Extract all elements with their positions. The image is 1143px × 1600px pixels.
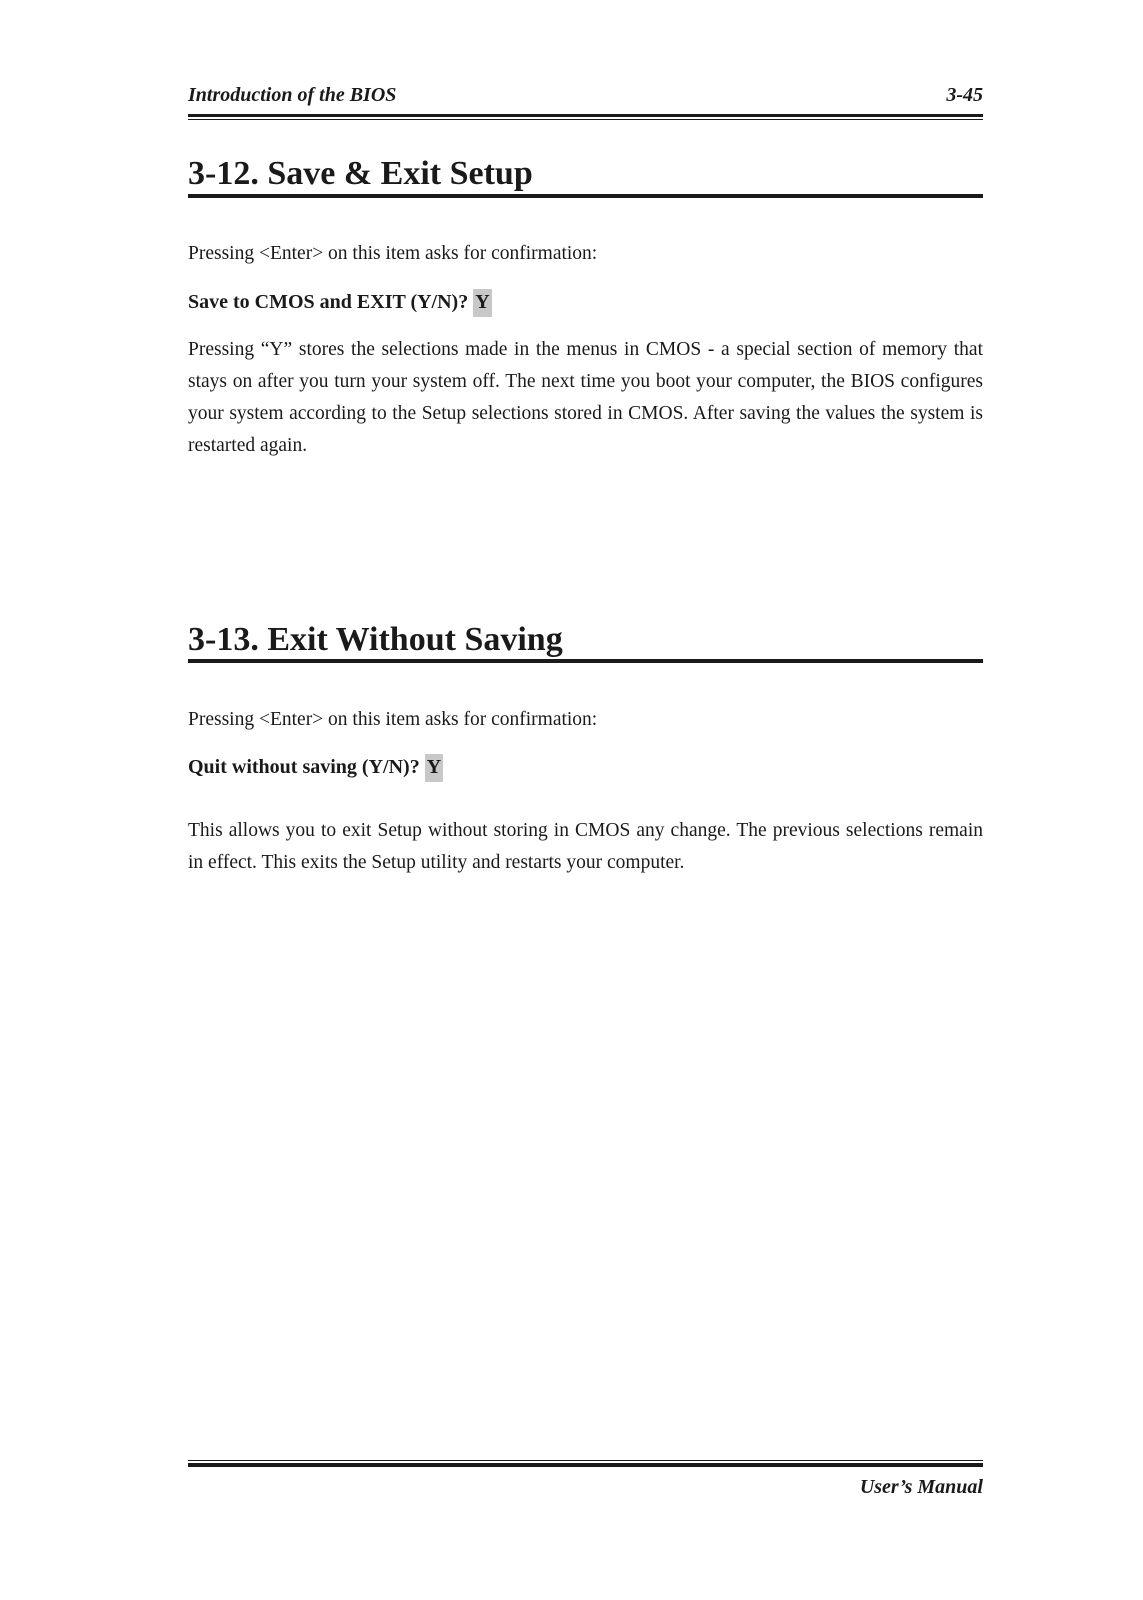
- header-title: Introduction of the BIOS: [188, 84, 397, 106]
- section-intro: Pressing <Enter> on this item asks for confirmation:: [188, 709, 598, 730]
- header-page-number: 3-45: [946, 84, 983, 106]
- prompt-answer: Y: [473, 289, 491, 317]
- manual-page: [188, 0, 983, 1600]
- section-body: Pressing “Y” stores the selections made in the menus in CMOS - a special section of memory that stays on after you turn your system off. The next time you boot your computer, the BIOS configures your system according to the Setup selections stored in CMOS. After saving the values the system is restarted again.: [188, 339, 983, 456]
- confirmation-prompt: [188, 286, 492, 318]
- section-rule: [188, 659, 983, 663]
- running-header: [188, 84, 983, 110]
- section-heading-save-exit: 3-12. Save & Exit Setup: [188, 155, 533, 192]
- running-footer: User’s Manual: [859, 1476, 983, 1498]
- prompt-text: Quit without saving (Y/N)?: [188, 756, 420, 778]
- section-rule: [188, 194, 983, 198]
- header-rule: [188, 114, 983, 120]
- section-body: This allows you to exit Setup without storing in CMOS any change. The previous selections remain in effect. This exits the Setup utility and restarts your computer.: [188, 820, 983, 873]
- section-intro: Pressing <Enter> on this item asks for confirmation:: [188, 243, 598, 264]
- prompt-answer: Y: [425, 754, 443, 782]
- prompt-text: Save to CMOS and EXIT (Y/N)?: [188, 291, 469, 313]
- footer-rule: [188, 1460, 983, 1467]
- section-heading-exit-without-saving: 3-13. Exit Without Saving: [188, 621, 563, 658]
- confirmation-prompt: [188, 751, 443, 783]
